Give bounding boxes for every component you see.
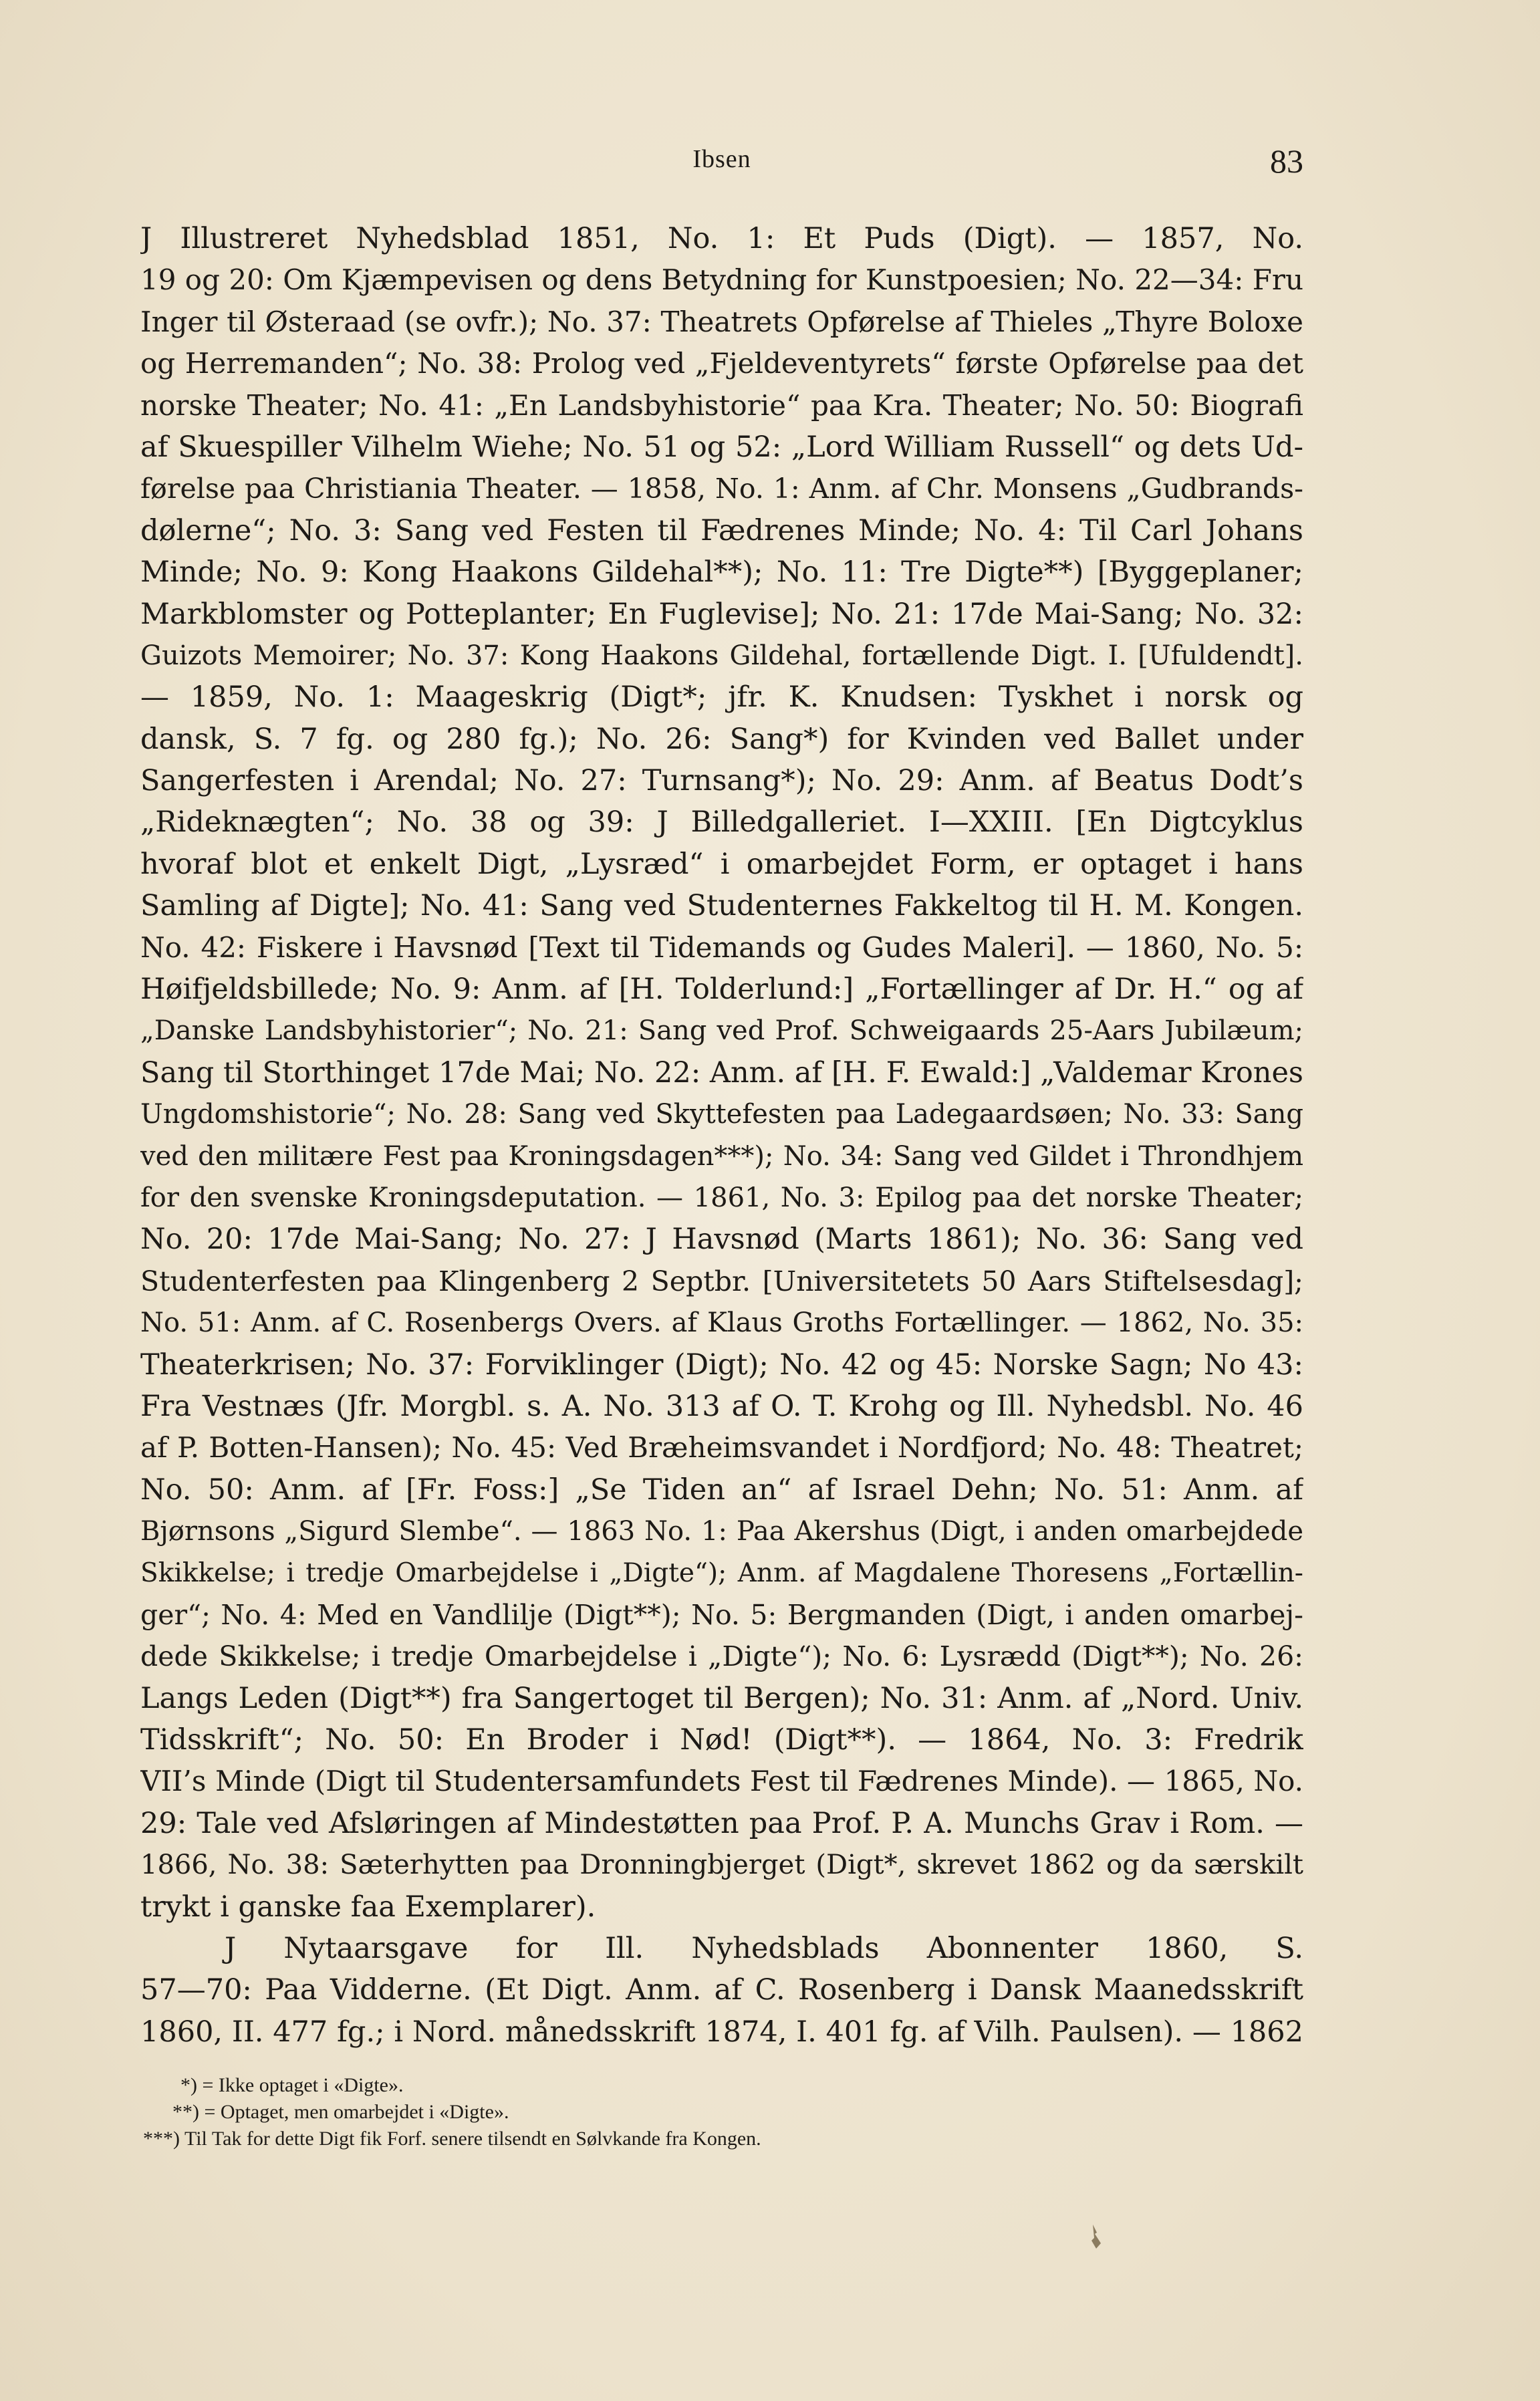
text-line: Markblomster og Potteplanter; En Fuglevise]; No. 21: 17de Mai-Sang; No. 32: (140, 597, 1303, 631)
text-line: Inger til Østeraad (se ovfr.); No. 37: Theatrets Opførelse af Thieles „Thyre Boloxe (140, 305, 1303, 338)
text-line: J Nytaarsgave for Ill. Nyhedsblads Abonnenter 1860, S. (225, 1932, 1303, 1966)
text-line: — 1859, No. 1: Maageskrig (Digt*; jfr. K. Knudsen: Tyskhet i norsk og (140, 680, 1303, 715)
text-line: hvoraf blot et enkelt Digt, „Lysræd“ i omarbejdet Form, er optaget i hans (140, 847, 1303, 881)
footnote-2: **) = Optaget, men omarbejdet i «Digte». (172, 2101, 509, 2123)
text-line: af P. Botten-Hansen); No. 45: Ved Bræheimsvandet i Nordfjord; No. 48: Theatret; (140, 1431, 1303, 1465)
text-line: førelse paa Christiania Theater. — 1858, No. 1: Anm. af Chr. Monsens „Gudbrands- (140, 473, 1303, 505)
text-line: Theaterkrisen; No. 37: Forviklinger (Digt); No. 42 og 45: Norske Sagn; No 43: (140, 1348, 1303, 1382)
text-line: og Herremanden“; No. 38: Prolog ved „Fjeldeventyrets“ første Opførelse paa det (140, 347, 1303, 380)
text-line: Guizots Memoirer; No. 37: Kong Haakons Gildehal, fortællende Digt. I. [Ufuldendt]. (140, 640, 1303, 671)
bibliography-text (140, 218, 1303, 2053)
text-line: norske Theater; No. 41: „En Landsbyhistorie“ paa Kra. Theater; No. 50: Biografi (140, 388, 1303, 422)
running-title: Ibsen (692, 145, 751, 173)
text-line: Samling af Digte]; No. 41: Sang ved Studenternes Fakkeltog til H. M. Kongen. (140, 889, 1303, 923)
footnote-1: *) = Ikke optaget i «Digte». (180, 2074, 404, 2096)
running-head (140, 142, 1303, 182)
text-line: Bjørnsons „Sigurd Slembe“. — 1863 No. 1: Paa Akershus (Digt, i anden omarbejdede (140, 1516, 1303, 1547)
text-line: Fra Vestnæs (Jfr. Morgbl. s. A. No. 313 af O. T. Krohg og Ill. Nyhedsbl. No. 46 (140, 1389, 1303, 1423)
text-line: Minde; No. 9: Kong Haakons Gildehal**); No. 11: Tre Digte**) [Byggeplaner; (140, 555, 1303, 590)
text-line: 29: Tale ved Afsløringen af Mindestøtten paa Prof. P. A. Munchs Grav i Rom. — (140, 1806, 1303, 1840)
text-line: Tidsskrift“; No. 50: En Broder i Nød! (Digt**). — 1864, No. 3: Fredrik (140, 1723, 1303, 1757)
page-number: 83 (1270, 142, 1303, 180)
text-line: dansk, S. 7 fg. og 280 fg.); No. 26: Sang*) for Kvinden ved Ballet under (140, 722, 1303, 756)
text-line: dølerne“; No. 3: Sang ved Festen til Fædrenes Minde; No. 4: Til Carl Johans (140, 513, 1303, 547)
text-line: Sang til Storthinget 17de Mai; No. 22: Anm. af [H. F. Ewald:] „Valdemar Krones (140, 1055, 1303, 1090)
text-line: Skikkelse; i tredje Omarbejdelse i „Digte“); Anm. af Magdalene Thoresens „Fortællin- (140, 1557, 1303, 1588)
text-line: J Illustreret Nyhedsblad 1851, No. 1: Et Puds (Digt). — 1857, No. (140, 222, 1303, 255)
text-line: No. 42: Fiskere i Havsnød [Text til Tidemands og Gudes Maleri]. — 1860, No. 5: (140, 930, 1303, 964)
text-line: 1860, II. 477 fg.; i Nord. månedsskrift 1874, I. 401 fg. af Vilh. Paulsen). — 1862 (140, 2015, 1303, 2049)
text-line: ved den militære Fest paa Kroningsdagen***); No. 34: Sang ved Gildet i Throndhjem (140, 1140, 1303, 1172)
text-line: trykt i ganske faa Exemplarer). (140, 1890, 596, 1924)
text-line: No. 51: Anm. af C. Rosenbergs Overs. af Klaus Groths Fortællinger. — 1862, No. 35: (140, 1307, 1303, 1339)
footnote-3: ***) Til Tak for dette Digt fik Forf. senere tilsendt en Sølvkande fra Kongen. (143, 2128, 761, 2150)
ink-blot-mark (1086, 2223, 1105, 2250)
text-line: No. 50: Anm. af [Fr. Foss:] „Se Tiden an“ af Israel Dehn; No. 51: Anm. af (140, 1473, 1303, 1507)
text-line: Høifjeldsbillede; No. 9: Anm. af [H. Tolderlund:] „Fortællinger af Dr. H.“ og af (140, 973, 1303, 1007)
text-line: „Danske Landsbyhistorier“; No. 21: Sang ved Prof. Schweigaards 25-Aars Jubilæum; (140, 1015, 1303, 1047)
text-line: 57—70: Paa Vidderne. (Et Digt. Anm. af C. Rosenberg i Dansk Maanedsskrift (140, 1973, 1303, 2007)
text-line: for den svenske Kroningsdeputation. — 1861, No. 3: Epilog paa det norske Theater; (140, 1182, 1303, 1213)
text-line: No. 20: 17de Mai-Sang; No. 27: J Havsnød (Marts 1861); No. 36: Sang ved (140, 1223, 1303, 1257)
text-line: Ungdomshistorie“; No. 28: Sang ved Skyttefesten paa Ladegaardsøen; No. 33: Sang (140, 1099, 1303, 1130)
footnotes (140, 2072, 1303, 2152)
text-line: 19 og 20: Om Kjæmpevisen og dens Betydning for Kunstpoesien; No. 22—34: Fru (140, 263, 1303, 297)
text-line: ger“; No. 4: Med en Vandlilje (Digt**); No. 5: Bergmanden (Digt, i anden omarbej- (140, 1598, 1303, 1631)
text-line: af Skuespiller Vilhelm Wiehe; No. 51 og 52: „Lord William Russell“ og dets Ud- (140, 430, 1303, 464)
text-line: „Rideknægten“; No. 38 og 39: J Billedgalleriet. I—XXIII. [En Digtcyklus (140, 805, 1303, 840)
text-line: Studenterfesten paa Klingenberg 2 Septbr. [Universitetets 50 Aars Stiftelsesdag]; (140, 1265, 1303, 1297)
text-line: 1866, No. 38: Sæterhytten paa Dronningbjerget (Digt*, skrevet 1862 og da særskilt (140, 1850, 1303, 1881)
text-line: Sangerfesten i Arendal; No. 27: Turnsang*); No. 29: Anm. af Beatus Dodt’s (140, 764, 1303, 798)
text-line: dede Skikkelse; i tredje Omarbejdelse i „Digte“); No. 6: Lysrædd (Digt**); No. 26: (140, 1640, 1303, 1673)
text-line: VII’s Minde (Digt til Studentersamfundets Fest til Fædrenes Minde). — 1865, No. (140, 1765, 1303, 1798)
text-line: Langs Leden (Digt**) fra Sangertoget til Bergen); No. 31: Anm. af „Nord. Univ. (140, 1681, 1303, 1715)
